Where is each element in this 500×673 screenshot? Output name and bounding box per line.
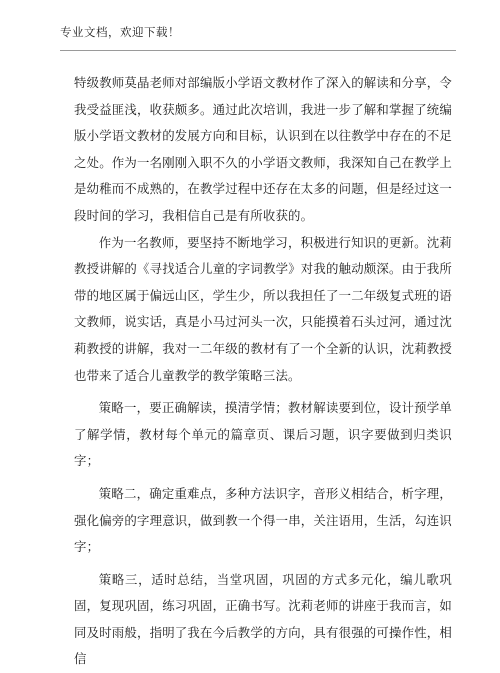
- paragraph-5: 策略三，适时总结，当堂巩固，巩固的方式多元化，编儿歌巩固，复现巩固，练习巩固，正确书写。沈莉老师的讲座于我而言，如同及时雨般，指明了我在今后教学的方向，具有很强的可操作性，相信: [74, 571, 452, 667]
- document-body: [74, 70, 452, 673]
- paragraph-1: 特级教师莫晶老师对部编版小学语文教材作了深入的解读和分享，令我受益匪浅，收获颇多。通过此次培训，我进一步了解和掌握了统编版小学语文教材的发展方向和目标，认识到在以往教学中存在的不足之处。作为一名刚刚入职不久的小学语文教师，我深知自己在教学上是幼稚而不成熟的，在教学过程中还存在太多的问题，但是经过这一段时间的学习，我相信自己是有所收获的。: [74, 75, 452, 223]
- paragraph-4: 策略二，确定重难点，多种方法识字，音形义相结合，析字理，强化偏旁的字理意识，做到教一个得一串，关注语用，生活，勾连识字；: [74, 485, 452, 555]
- paragraph-2: 作为一名教师，要坚持不断地学习，积极进行知识的更新。沈莉教授讲解的《寻找适合儿童的字词教学》对我的触动颇深。由于我所带的地区属于偏远山区，学生少，所以我担任了一二年级复式班的语文教师，说实话，真是小马过河头一次，只能摸着石头过河，通过沈莉教授的讲解，我对一二年级的教材有了一个全新的认识，沈莉教授也带来了适合儿童教学的教学策略三法。: [74, 234, 452, 383]
- page-header: 专业文档，欢迎下载！: [60, 25, 180, 39]
- paragraph-3: 策略一，要正确解读，摸清学情；教材解读要到位，设计预学单了解学情，教材每个单元的篇章页、课后习题，识字要做到归类识字；: [74, 400, 452, 469]
- header-divider: [60, 50, 456, 51]
